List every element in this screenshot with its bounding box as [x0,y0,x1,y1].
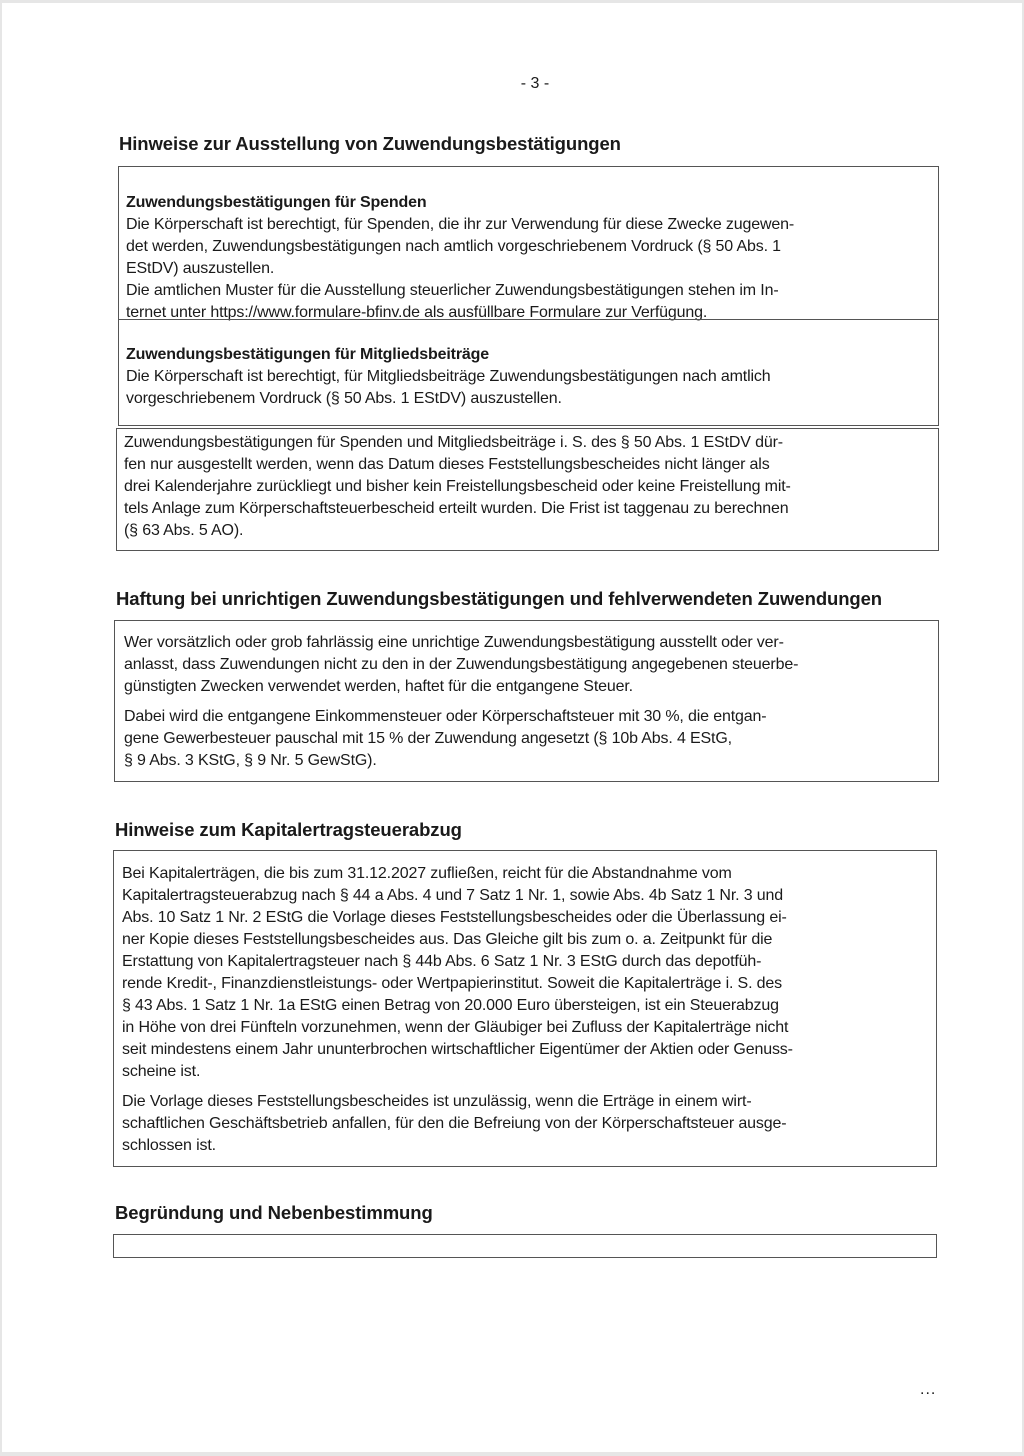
text-line: in Höhe von drei Fünfteln vorzunehmen, wenn der Gläubiger bei Zufluss der Kapitalerträge nicht [122,1019,789,1036]
text-line: Zuwendungsbestätigungen für Spenden und Mitgliedsbeiträge i. S. des § 50 Abs. 1 EStDV dür- [124,434,783,451]
continuation-marker: ... [920,1381,937,1398]
text-line: schlossen ist. [122,1137,216,1154]
text-line: anlasst, dass Zuwendungen nicht zu den in der Zuwendungsbestätigung angegebenen steuerbe- [124,656,799,673]
text-line: (§ 63 Abs. 5 AO). [124,522,244,539]
heading-haftung: Haftung bei unrichtigen Zuwendungsbestätigungen und fehlverwendeten Zuwendungen [116,588,883,609]
box-haftung [114,620,939,782]
text-line: Kapitalertragsteuerabzug nach § 44 a Abs. 4 und 7 Satz 1 Nr. 1, sowie Abs. 4b Satz 1 Nr. 3 und [122,887,783,904]
document-page [2,3,1022,1452]
text-line: Die Vorlage dieses Feststellungsbescheides ist unzulässig, wenn die Erträge in einem wirt- [122,1093,752,1110]
subheading-spenden: Zuwendungsbestätigungen für Spenden [126,194,427,211]
heading-kapitalertragsteuer: Hinweise zum Kapitalertragsteuerabzug [115,819,462,840]
text-line: Die amtlichen Muster für die Ausstellung steuerlicher Zuwendungsbestätigungen stehen im In- [126,282,779,299]
text-line: Abs. 10 Satz 1 Nr. 2 EStG die Vorlage dieses Feststellungsbescheides oder die Überlassung ei- [122,909,787,926]
text-line: seit mindestens einem Jahr ununterbrochen wirtschaftlicher Eigentümer der Aktien oder Genuss- [122,1041,793,1058]
text-line: ternet unter https://www.formulare-bfinv.de als ausfüllbare Formulare zur Verfügung. [126,304,708,321]
text-line: scheine ist. [122,1063,201,1080]
text-line: Wer vorsätzlich oder grob fahrlässig eine unrichtige Zuwendungsbestätigung ausstellt oder ver- [124,634,784,651]
text-line: Die Körperschaft ist berechtigt, für Mitgliedsbeiträge Zuwendungsbestätigungen nach amtlich [126,368,771,385]
text-line: drei Kalenderjahre zurückliegt und bisher kein Freistellungsbescheid oder keine Freistellung mit- [124,478,791,495]
page-number: - 3 - [520,75,550,92]
box-frist [116,428,939,551]
box-begruendung [113,1234,937,1258]
text-line: det werden, Zuwendungsbestätigungen nach amtlich vorgeschriebenem Vordruck (§ 50 Abs. 1 [126,238,781,255]
text-line: vorgeschriebenem Vordruck (§ 50 Abs. 1 EStDV) auszustellen. [126,390,562,407]
subheading-mitgliedsbeitraege: Zuwendungsbestätigungen für Mitgliedsbeiträge [126,346,490,363]
text-line: gene Gewerbesteuer pauschal mit 15 % der Zuwendung angesetzt (§ 10b Abs. 4 EStG, [124,730,732,747]
text-line: Dabei wird die entgangene Einkommensteuer oder Körperschaftsteuer mit 30 %, die entgan- [124,708,767,725]
text-line: günstigten Zwecken verwendet werden, haftet für die entgangene Steuer. [124,678,633,695]
text-line: ner Kopie dieses Feststellungsbescheides aus. Das Gleiche gilt bis zum o. a. Zeitpunkt für die [122,931,773,948]
heading-begruendung: Begründung und Nebenbestimmung [115,1202,433,1223]
text-line: EStDV) auszustellen. [126,260,275,277]
text-line: rende Kredit-, Finanzdienstleistungs- oder Wertpapierinstitut. Soweit die Kapitalerträge i. S. des [122,975,783,992]
text-line: Die Körperschaft ist berechtigt, für Spenden, die ihr zur Verwendung für diese Zwecke zugewen- [126,216,795,233]
heading-zuwendungsbestaetigungen: Hinweise zur Ausstellung von Zuwendungsbestätigungen [119,133,621,154]
text-line: § 43 Abs. 1 Satz 1 Nr. 1a EStG einen Betrag von 20.000 Euro übersteigen, ist ein Steuerabzug [122,997,779,1014]
text-line: Bei Kapitalerträgen, die bis zum 31.12.2027 zufließen, reicht für die Abstandnahme vom [122,865,732,882]
text-line: fen nur ausgestellt werden, wenn das Datum dieses Feststellungsbescheides nicht länger als [124,456,770,473]
text-line: schaftlichen Geschäftsbetrieb anfallen, für den die Befreiung von der Körperschaftsteuer ausge- [122,1115,787,1132]
text-line: § 9 Abs. 3 KStG, § 9 Nr. 5 GewStG). [124,752,377,769]
text-line: Erstattung von Kapitalertragsteuer nach § 44b Abs. 6 Satz 1 Nr. 3 EStG durch das depotfüh- [122,953,762,970]
text-line: tels Anlage zum Körperschaftsteuerbescheid erteilt wurden. Die Frist ist taggenau zu berechnen [124,500,789,517]
box-mitgliedsbeitraege [118,319,939,426]
box-spenden [118,166,939,320]
box-kapitalertragsteuer [113,850,937,1167]
